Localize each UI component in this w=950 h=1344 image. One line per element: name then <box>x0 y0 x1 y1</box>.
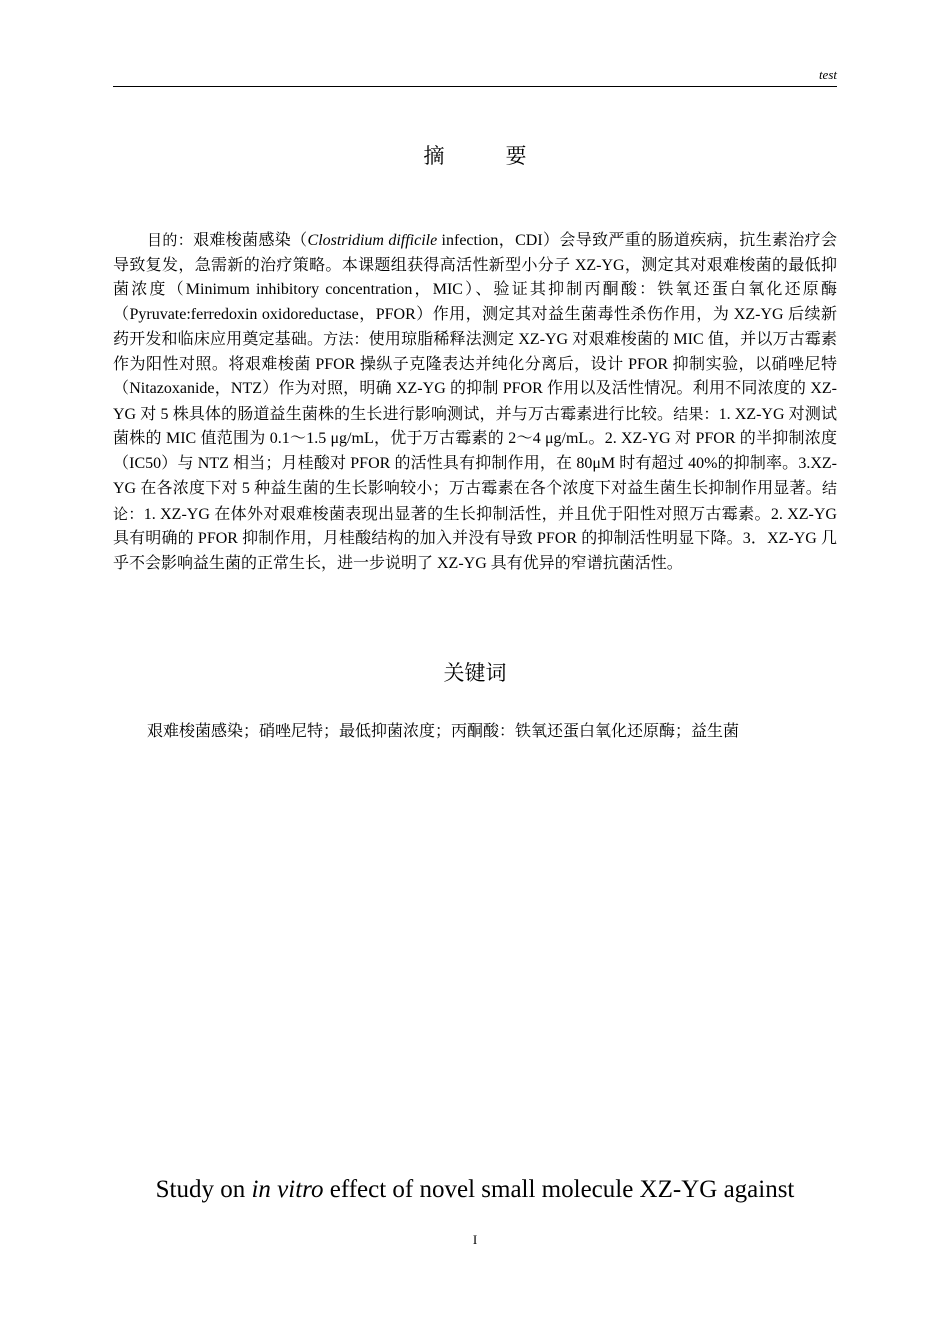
results-text: 1. XZ-YG 对测试菌株的 MIC 值范围为 0.1～1.5 μg/mL，优于万古霉素的 2～4 μg/mL。2. XZ-YG 对 PFOR 的半抑制浓度（IC50）与 NTZ 相当；月桂酸对 PFOR 的活性具有抑制作用，在 80μM 时有超过 40%的抑制率。3.XZ-YG 在各浓度下对 5 种益生菌的生长影响较小；万古霉素在各个浓度下对益生菌生长抑制作用显著。 <box>113 405 837 497</box>
objective-label: 目的： <box>147 231 194 249</box>
objective-text-b: infection，CDI）会导致严重的肠道疾病，抗生素治疗会导致复发，急需新的治疗策略。本课题组获得高活性新型小分子 XZ-YG，测定其对艰难梭菌的最低抑菌浓度（Minimum inhibitory concentration，MIC）、验证其抑制丙酮酸：铁氧还蛋白氧化还原酶（Pyruvate:ferredoxin oxidoreductase，PFOR）作用，测定其对益生菌毒性杀伤作用，为 XZ-YG 后续新药开发和临床应用奠定基础。 <box>113 232 837 348</box>
methods-text: 使用琼脂稀释法测定 XZ-YG 对艰难梭菌的 MIC 值，并以万古霉素作为阳性对照。将艰难梭菌 PFOR 操纵子克隆表达并纯化分离后，设计 PFOR 抑制实验，以硝唑尼特（Nitazoxanide，NTZ）作为对照，明确 XZ-YG 的抑制 PFOR 作用以及活性情况。利用不同浓度的 XZ-YG 对 5 株具体的肠道益生菌株的生长进行影响测试，并与万古霉素进行比较。 <box>113 331 837 423</box>
conclusion-text: 1. XZ-YG 在体外对艰难梭菌表现出显著的生长抑制活性，并且优于阳性对照万古霉素。2. XZ-YG 具有明确的 PFOR 抑制作用，月桂酸结构的加入并没有导致 PFOR 的抑制活性明显下降。3．XZ-YG 几乎不会影响益生菌的正常生长，进一步说明了 XZ-YG 具有优异的窄谱抗菌活性。 <box>113 505 837 572</box>
header-rule <box>113 86 837 87</box>
english-title-italic: in vitro <box>251 1176 324 1203</box>
keywords-list: 艰难梭菌感染；硝唑尼特；最低抑菌浓度；丙酮酸：铁氧还蛋白氧化还原酶；益生菌 <box>147 723 740 740</box>
abstract-title: 摘 要 <box>423 144 547 168</box>
english-title-a: Study on <box>155 1176 252 1203</box>
abstract-body <box>113 228 837 576</box>
species-name: Clostridium difficile <box>307 232 438 249</box>
conclusion-label: 结论： <box>113 479 837 523</box>
page-number: I <box>472 1232 478 1247</box>
objective-text-a: 艰难梭菌感染（ <box>193 232 308 249</box>
keywords-title: 关键词 <box>443 661 507 685</box>
running-header: test <box>818 67 837 82</box>
results-label: 结果： <box>673 404 719 423</box>
english-title-b: effect of novel small molecule XZ-YG against <box>323 1176 795 1203</box>
methods-label: 方法： <box>323 330 369 348</box>
english-title <box>0 1176 950 1204</box>
